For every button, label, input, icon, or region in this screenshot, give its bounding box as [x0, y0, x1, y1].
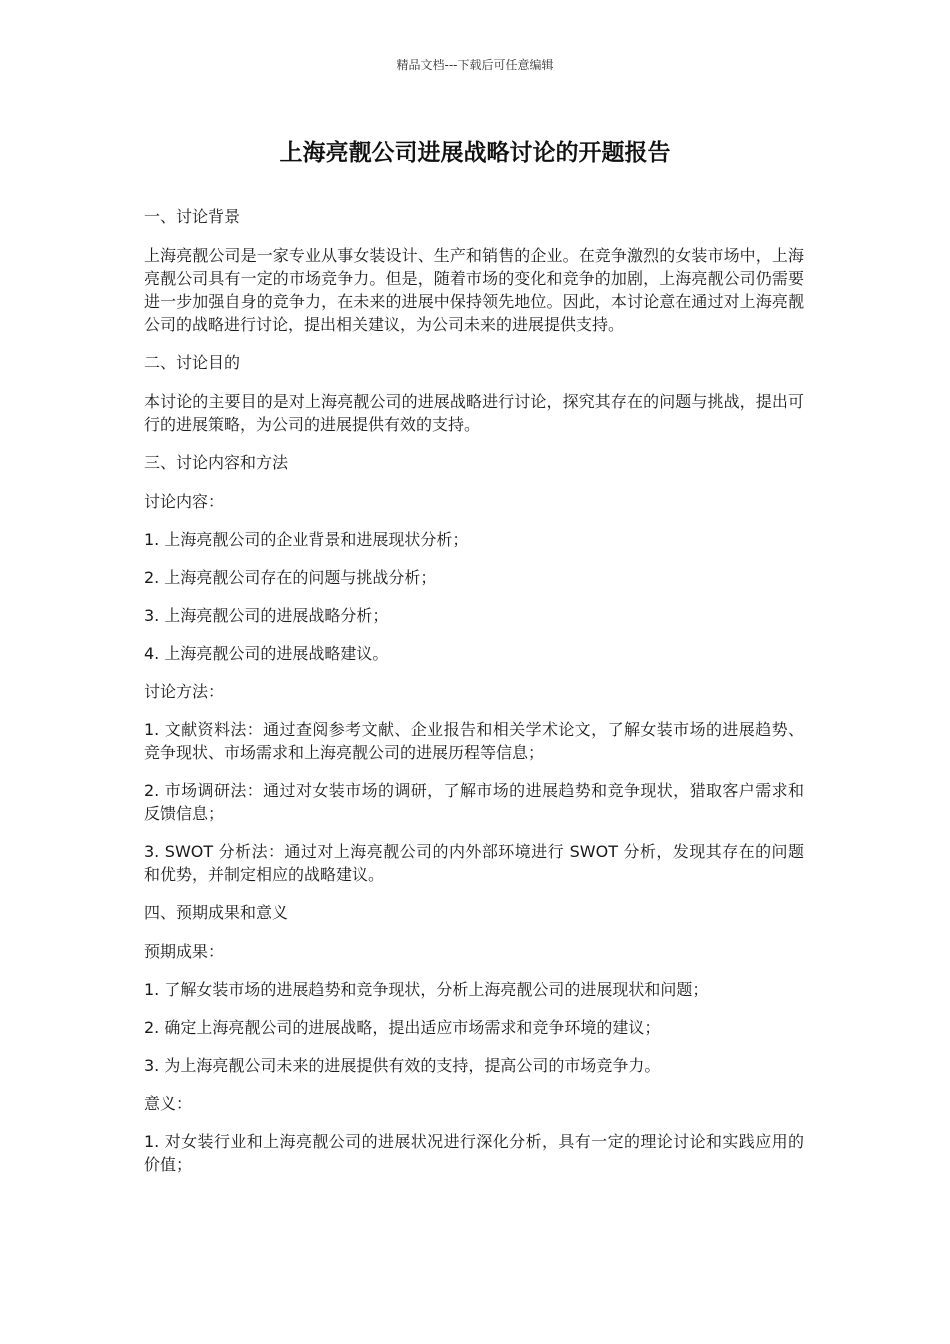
list-item: 2. 确定上海亮靓公司的进展战略，提出适应市场需求和竞争环境的建议； [144, 1018, 661, 1037]
list-item: 3. 为上海亮靓公司未来的进展提供有效的支持，提高公司的市场竞争力。 [144, 1056, 661, 1075]
list-item: 3. 上海亮靓公司的进展战略分析； [144, 606, 389, 625]
section-heading-purpose: 二、讨论目的 [144, 353, 241, 372]
subheading-content: 讨论内容： [144, 492, 225, 511]
list-item: 3. SWOT 分析法：通过对上海亮靓公司的内外部环境进行 SWOT 分析，发现其存在的问题和优势，并制定相应的战略建议。 [144, 842, 804, 884]
list-item: 4. 上海亮靓公司的进展战略建议。 [144, 644, 389, 663]
list-item: 2. 上海亮靓公司存在的问题与挑战分析； [144, 568, 437, 587]
paragraph-purpose: 本讨论的主要目的是对上海亮靓公司的进展战略进行讨论，探究其存在的问题与挑战，提出可行的进展策略，为公司的进展提供有效的支持。 [144, 392, 804, 434]
section-heading-background: 一、讨论背景 [144, 207, 241, 226]
subheading-method: 讨论方法： [144, 682, 225, 701]
list-item: 1. 了解女装市场的进展趋势和竞争现状，分析上海亮靓公司的进展现状和问题； [144, 980, 709, 999]
section-heading-content-method: 三、讨论内容和方法 [144, 453, 289, 472]
document-body [144, 205, 804, 1191]
list-item: 1. 上海亮靓公司的企业背景和进展现状分析； [144, 530, 469, 549]
document-title: 上海亮靓公司进展战略讨论的开题报告 [279, 140, 671, 166]
list-item: 1. 对女装行业和上海亮靓公司的进展状况进行深化分析，具有一定的理论讨论和实践应用的价值； [144, 1132, 804, 1174]
subheading-significance: 意义： [144, 1094, 193, 1113]
paragraph-background: 上海亮靓公司是一家专业从事女装设计、生产和销售的企业。在竞争激烈的女装市场中，上海亮靓公司具有一定的市场竞争力。但是，随着市场的变化和竞争的加剧，上海亮靓公司仍需要进一步加强自身的竞争力，在未来的进展中保持领先地位。因此，本讨论意在通过对上海亮靓公司的战略进行讨论，提出相关建议，为公司未来的进展提供支持。 [144, 246, 804, 334]
list-item: 1. 文献资料法：通过查阅参考文献、企业报告和相关学术论文，了解女装市场的进展趋势、竞争现状、市场需求和上海亮靓公司的进展历程等信息； [144, 720, 804, 762]
list-item: 2. 市场调研法：通过对女装市场的调研，了解市场的进展趋势和竞争现状，猎取客户需求和反馈信息； [144, 781, 804, 823]
page-header: 精品文档---下载后可任意编辑 [396, 58, 554, 72]
subheading-expected-results: 预期成果： [144, 942, 225, 961]
section-heading-outcomes: 四、预期成果和意义 [144, 903, 289, 922]
